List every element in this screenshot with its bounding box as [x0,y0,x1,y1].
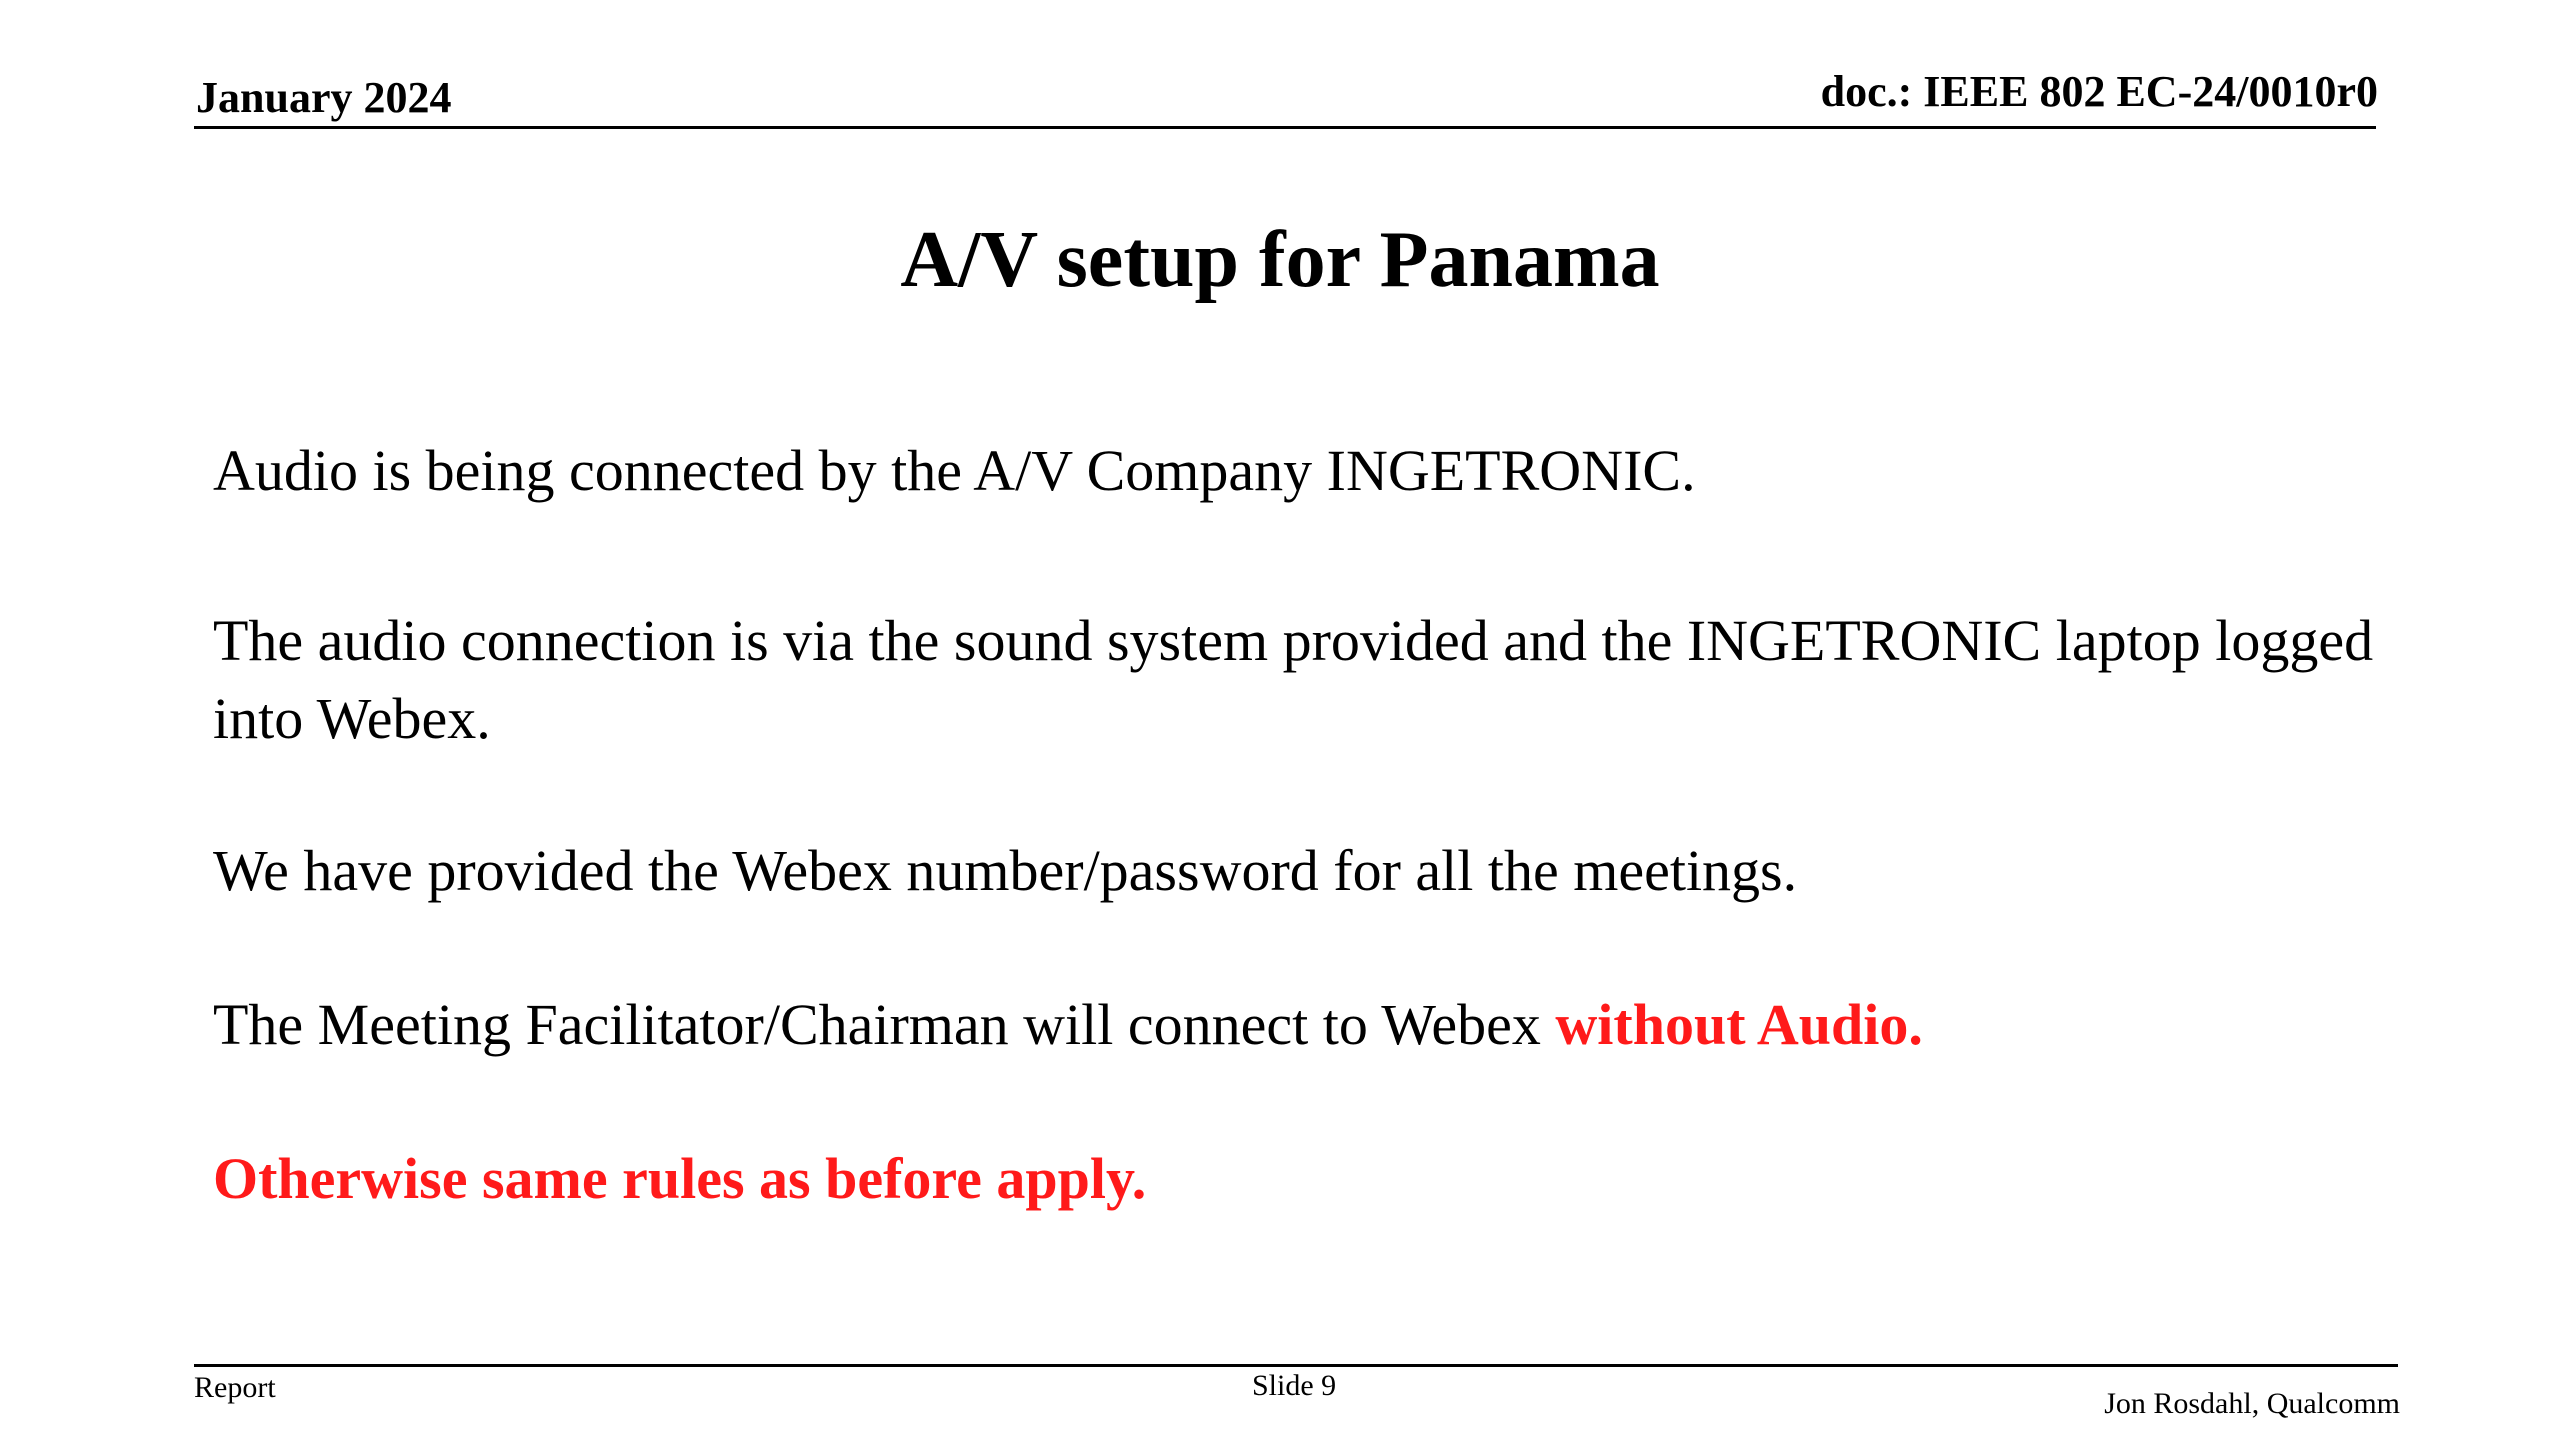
paragraph-facilitator-text: The Meeting Facilitator/Chairman will connect to Webex [213,992,1556,1057]
paragraph-audio-connection: Audio is being connected by the A/V Company INGETRONIC. [213,438,1696,503]
footer-author: Jon Rosdahl, Qualcomm [2104,1387,2400,1420]
footer-slide-number: Slide 9 [1252,1369,1337,1402]
paragraph-sound-system: The audio connection is via the sound system provided and the INGETRONIC laptop logged into Webex. [213,608,2374,751]
paragraph-webex-password: We have provided the Webex number/password for all the meetings. [213,838,1798,903]
paragraph-rules-apply: Otherwise same rules as before apply. [213,1146,1147,1211]
footer-report: Report [194,1371,276,1404]
slide-title: A/V setup for Panama [900,216,1660,304]
paragraph-facilitator [213,986,2393,1064]
header-doc-id: doc.: IEEE 802 EC-24/0010r0 [1820,67,2378,116]
footer-divider [194,1364,2398,1367]
header-date: January 2024 [196,73,452,122]
emphasis-without-audio: without Audio. [1555,992,1923,1057]
header-divider [194,126,2376,129]
